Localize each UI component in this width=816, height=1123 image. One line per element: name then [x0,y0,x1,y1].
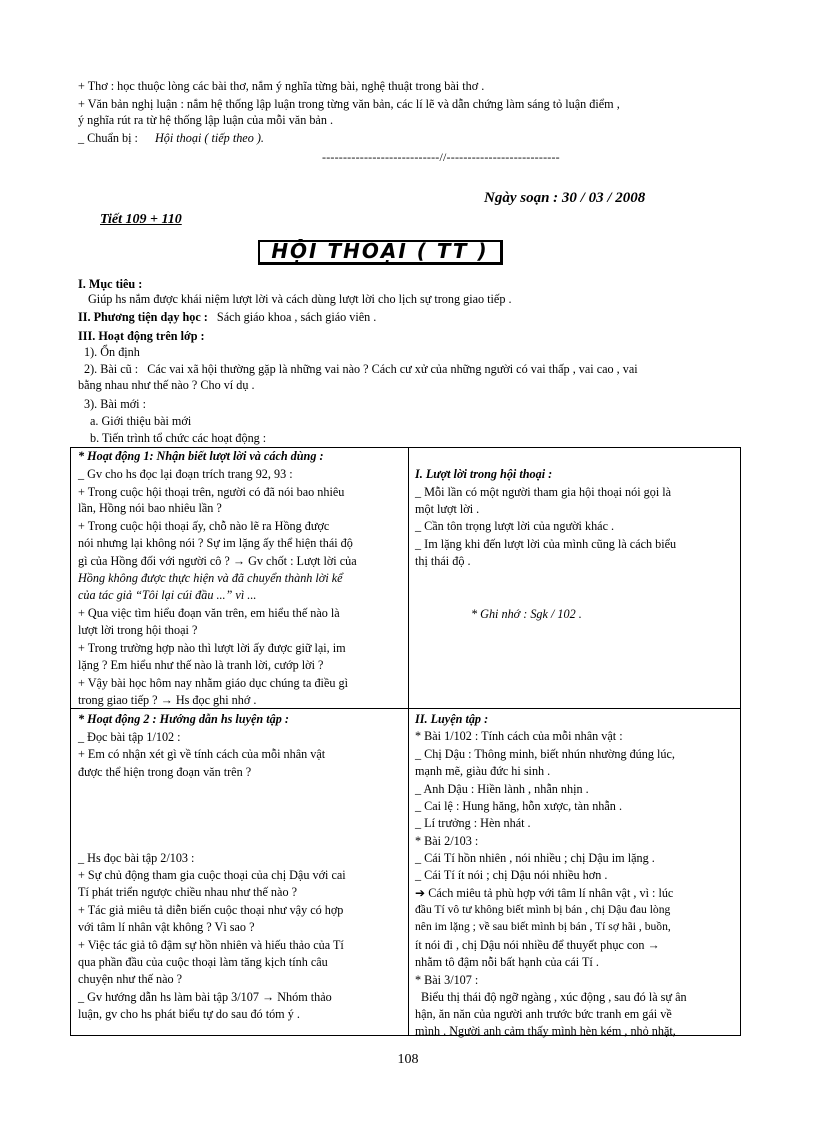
left-bottom-line: + Tác giả miêu tả diễn biến cuộc thoại như vậy có hợp [78,903,344,917]
left-bottom-line: qua phần đầu của cuộc thoại làm tăng kịch tính câu [78,955,328,969]
right-top-line: thị thái độ . [415,554,471,568]
activity-1-heading: * Hoạt động 1: Nhận biết lượt lời và cách dùng : [78,449,324,463]
right-bottom-line: mình . Người anh cảm thấy mình hèn kém , nhỏ nhặt, [415,1024,676,1038]
objectives-heading-text: I. Mục tiêu : [78,277,143,291]
left-top-line: trong giao tiếp ? → Hs đọc ghi nhớ . [78,693,257,707]
left-top-line: + Trong trường hợp nào thì lượt lời ấy được giữ lại, im [78,641,346,655]
right-top-line: _ Cần tôn trọng lượt lời của người khác . [415,519,615,533]
right-bottom-line: _ Cái Tí hồn nhiên , nói nhiều ; chị Dậu im lặng . [415,851,655,865]
left-top-line: + Trong cuộc hội thoại trên, người có đã nói bao nhiêu [78,485,345,499]
page-number: 108 [397,1052,419,1067]
left-top-line: + Qua việc tìm hiểu đoạn văn trên, em hiểu thế nào là [78,606,340,620]
left-bottom-line: + Việc tác giả tô đậm sự hồn nhiên và hiếu thảo của Tí [78,938,344,952]
left-top-line: + Trong cuộc hội thoại ấy, chỗ nào lẽ ra Hồng được [78,519,330,533]
remember-note: * Ghi nhớ : Sgk / 102 . [471,607,582,621]
left-bottom-line: luận, gv cho hs phát biểu tự do sau đó tóm ý . [78,1007,300,1021]
right-bottom-line: nhằm tô đậm nỗi bất hạnh của cái Tí . [415,955,599,969]
right-top-line: _ Mỗi lần có một người tham gia hội thoại nói gọi là [415,485,672,499]
materials-heading: II. Phương tiện dạy học : [78,310,208,324]
prepare-label: _ Chuẩn bị : [78,131,138,145]
step-introduce: a. Giới thiệu bài mới [90,414,192,428]
table-cell-right-top [409,448,741,709]
step-new-lesson: 3). Bài mới : [84,397,146,411]
old-lesson-body-2: bằng nhau như thế nào ? Cho ví dụ . [78,378,255,392]
table-cell-left-bottom [71,709,409,1036]
left-bottom-line: chuyện như thế nào ? [78,972,183,986]
step-procedure: b. Tiến trình tổ chức các hoạt động : [90,431,267,445]
intro-line-1: + Thơ : học thuộc lòng các bài thơ, nắm ý nghĩa từng bài, nghệ thuật trong bài thơ . [78,79,485,93]
intro-line-4 [78,130,264,146]
section-practice-heading: II. Luyện tập : [415,712,489,726]
left-top-line: Hồng không được thực hiện và đã chuyển thành lời kể [78,571,343,585]
materials-body: Sách giáo khoa , sách giáo viên . [216,310,377,324]
left-bottom-line: được thể hiện trong đoạn văn trên ? [78,765,252,779]
left-bottom-line: _ Đọc bài tập 1/102 : [78,730,181,744]
right-bottom-line: ➔ Cách miêu tả phù hợp với tâm lí nhân vật , vì : lúc [415,886,674,900]
left-top-line: của tác giả “Tôi lại cúi đầu ...” vì ... [78,588,257,602]
right-bottom-line: _ Cai lệ : Hung hăng, hỗn xược, tàn nhẫn . [415,799,622,813]
left-bottom-line: _ Gv hướng dẫn hs làm bài tập 3/107 → Nhóm thảo [78,990,332,1004]
table-cell-left-top [71,448,409,709]
left-top-line: gì của Hồng đối với người cô ? → Gv chốt : Lượt lời của [78,554,357,568]
left-bottom-line: + Em có nhận xét gì về tính cách của mỗi nhân vật [78,747,326,761]
activities-table [70,447,741,1036]
right-bottom-line: _ Lí trưởng : Hèn nhát . [415,816,531,830]
intro-line-2: + Văn bản nghị luận : nắm hệ thống lập luận trong từng văn bản, các lí lẽ và dẫn chứng làm sáng tỏ luận điểm , [78,97,620,111]
right-top-line: một lượt lời . [415,502,480,516]
left-top-line: + Vậy bài học hôm nay nhằm giáo dục chúng ta điều gì [78,676,348,690]
right-bottom-line: đầu Tí vô tư không biết mình bị bán , chị Dậu đau lòng [415,903,671,916]
title-box [258,240,503,265]
old-lesson-label: 2). Bài cũ : [84,362,139,376]
right-bottom-line: _ Cái Tí ít nói ; chị Dậu nói nhiều hơn . [415,868,608,882]
right-bottom-line: hận, ăn năn của người anh trước bức tranh em gái về [415,1007,672,1021]
right-bottom-line: ít nói đi , chị Dậu nói nhiều để thuyết phục con → [415,938,660,952]
left-bottom-line: _ Hs đọc bài tập 2/103 : [78,851,195,865]
right-top-line: _ Im lặng khi đến lượt lời của mình cũng là cách biểu [415,537,677,551]
right-bottom-line: * Bài 1/102 : Tính cách của mỗi nhân vật : [415,729,623,743]
section-activities-heading: III. Hoạt động trên lớp : [78,329,205,343]
step-old-lesson [84,361,638,377]
right-bottom-line: _ Anh Dậu : Hiền lành , nhẫn nhịn . [415,782,589,796]
prepare-value: Hội thoại ( tiếp theo ). [154,131,264,145]
activity-2-heading: * Hoạt động 2 : Hướng dẫn hs luyện tập : [78,712,289,726]
left-top-line: lần, Hồng nói bao nhiêu lần ? [78,501,222,515]
section-objectives-body: Giúp hs nắm được khái niệm lượt lời và cách dùng lượt lời cho lịch sự trong giao tiếp . [88,292,512,306]
lesson-number: Tiết 109 + 110 [100,212,182,227]
left-top-line: _ Gv cho hs đọc lại đoạn trích trang 92, 93 : [78,467,293,481]
section-turn-taking-heading: I. Lượt lời trong hội thoại : [415,467,553,481]
left-top-line: lặng ? Em hiểu như thế nào là tranh lời, cướp lời ? [78,658,324,672]
preparation-date: Ngày soạn : 30 / 03 / 2008 [484,190,646,206]
table-cell-right-bottom [409,709,741,1036]
page-title: HỘI THOẠI ( TT ) [271,239,489,263]
old-lesson-body: Các vai xã hội thường gặp là những vai nào ? Cách cư xử của những người có vai thấp , vai cao , vai [147,362,638,376]
left-bottom-line: Tí phát triển ngược chiều nhau như thế nào ? [78,885,297,899]
right-bottom-line: * Bài 2/103 : [415,834,479,848]
step-stabilize: 1). Ổn định [84,345,140,359]
left-bottom-line: + Sự chủ động tham gia cuộc thoại của chị Dậu với cai [78,868,346,882]
intro-line-3: ý nghĩa rút ra từ hệ thống lập luận của mỗi văn bản . [78,113,334,127]
section-objectives-heading [78,276,142,292]
left-bottom-line: với tâm lí nhân vật không ? Vì sao ? [78,920,255,934]
section-materials [78,309,376,325]
right-bottom-line: * Bài 3/107 : [415,973,479,987]
right-bottom-line: mạnh mẽ, giàu đức hi sinh . [415,764,551,778]
left-top-line: nói nhưng lại không nói ? Sự im lặng ấy thể hiện thái độ [78,536,353,550]
right-bottom-line: _ Chị Dậu : Thông minh, biết nhún nhường đúng lúc, [415,747,675,761]
left-top-line: lượt lời trong hội thoại ? [78,623,198,637]
right-bottom-line: nên im lặng ; về sau biết mình bị bán , Tí sợ hãi , buồn, [415,920,671,933]
right-bottom-line: Biểu thị thái độ ngỡ ngàng , xúc động , sau đó là sự ân [421,990,687,1004]
separator-line: ----------------------------//--------------------------- [322,150,560,164]
